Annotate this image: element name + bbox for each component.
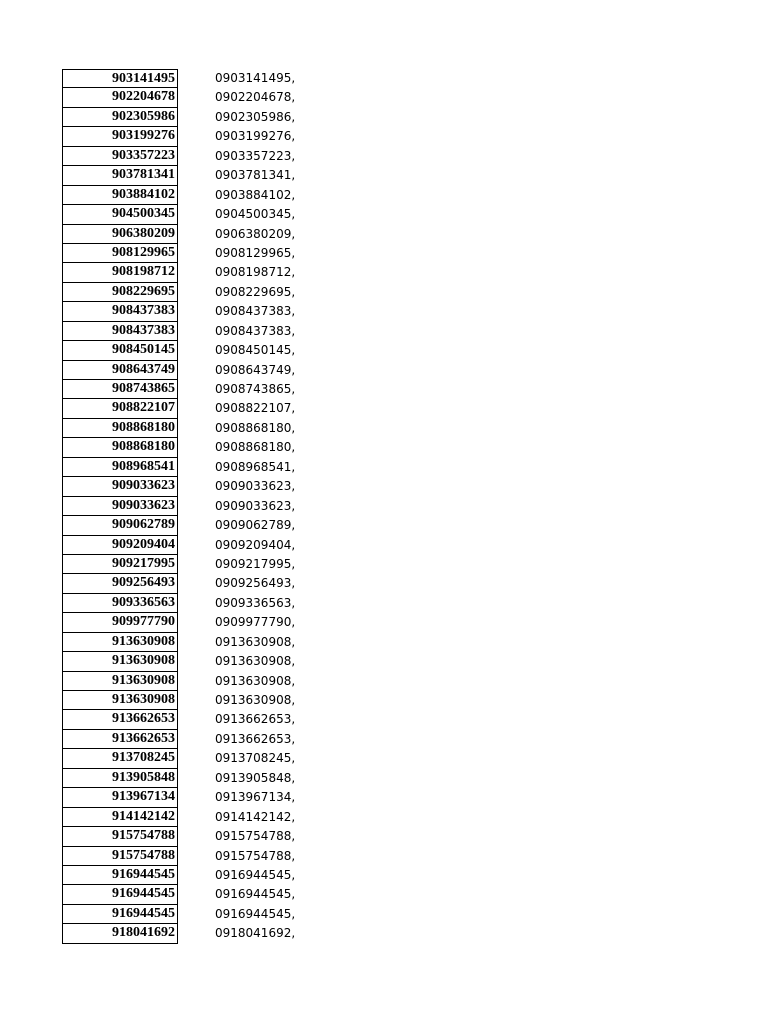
table-row — [62, 69, 415, 88]
number-cell[interactable]: 903884102 — [62, 186, 178, 205]
formatted-number-cell[interactable]: 0908437383, — [215, 323, 296, 338]
number-cell[interactable]: 909217995 — [62, 555, 178, 574]
number-cell[interactable]: 903781341 — [62, 166, 178, 185]
table-row — [62, 691, 415, 710]
formatted-number-cell[interactable]: 0906380209, — [215, 226, 296, 241]
number-cell[interactable]: 908968541 — [62, 458, 178, 477]
number-cell[interactable]: 909256493 — [62, 574, 178, 593]
formatted-number-cell[interactable]: 0903781341, — [215, 168, 296, 183]
number-cell[interactable]: 915754788 — [62, 847, 178, 866]
formatted-number-cell[interactable]: 0908198712, — [215, 265, 296, 280]
table-row — [62, 885, 415, 904]
number-cell[interactable]: 913662653 — [62, 710, 178, 729]
formatted-number-cell[interactable]: 0903199276, — [215, 129, 296, 144]
table-row — [62, 147, 415, 166]
table-row — [62, 827, 415, 846]
table-row — [62, 924, 415, 943]
formatted-number-cell[interactable]: 0909977790, — [215, 615, 296, 630]
formatted-number-cell[interactable]: 0909209404, — [215, 537, 296, 552]
formatted-number-cell[interactable]: 0915754788, — [215, 829, 296, 844]
formatted-number-cell[interactable]: 0908450145, — [215, 343, 296, 358]
formatted-number-cell[interactable]: 0903884102, — [215, 187, 296, 202]
table-row — [62, 905, 415, 924]
number-cell[interactable]: 909209404 — [62, 536, 178, 555]
formatted-number-cell[interactable]: 0916944545, — [215, 867, 296, 882]
formatted-number-cell[interactable]: 0913630908, — [215, 634, 296, 649]
number-cell[interactable]: 908129965 — [62, 244, 178, 263]
number-cell[interactable]: 918041692 — [62, 924, 178, 943]
formatted-number-cell[interactable]: 0915754788, — [215, 848, 296, 863]
number-cell[interactable]: 916944545 — [62, 905, 178, 924]
formatted-number-cell[interactable]: 0908437383, — [215, 304, 296, 319]
formatted-number-cell[interactable]: 0909033623, — [215, 498, 296, 513]
table-row — [62, 322, 415, 341]
table-row — [62, 205, 415, 224]
table-row — [62, 652, 415, 671]
formatted-number-cell[interactable]: 0909033623, — [215, 479, 296, 494]
formatted-number-cell[interactable]: 0909217995, — [215, 556, 296, 571]
number-cell[interactable]: 908450145 — [62, 341, 178, 360]
number-cell[interactable]: 915754788 — [62, 827, 178, 846]
number-cell[interactable]: 909977790 — [62, 613, 178, 632]
number-cell[interactable]: 908437383 — [62, 322, 178, 341]
table-row — [62, 749, 415, 768]
table-row — [62, 710, 415, 729]
table-row — [62, 127, 415, 146]
formatted-number-cell[interactable]: 0913630908, — [215, 693, 296, 707]
formatted-number-cell[interactable]: 0908229695, — [215, 284, 296, 299]
number-cell[interactable]: 909033623 — [62, 477, 178, 496]
formatted-number-cell[interactable]: 0908822107, — [215, 401, 296, 416]
table-row — [62, 555, 415, 574]
table-row — [62, 341, 415, 360]
formatted-number-cell[interactable]: 0908868180, — [215, 440, 296, 455]
number-cell[interactable]: 908868180 — [62, 419, 178, 438]
number-cell[interactable]: 908198712 — [62, 263, 178, 282]
formatted-number-cell[interactable]: 0916944545, — [215, 887, 296, 902]
number-cell[interactable]: 908743865 — [62, 380, 178, 399]
table-row — [62, 88, 415, 107]
formatted-number-cell[interactable]: 0913630908, — [215, 654, 296, 669]
table-row — [62, 769, 415, 788]
number-cell[interactable]: 902204678 — [62, 88, 178, 107]
number-cell[interactable]: 908229695 — [62, 283, 178, 302]
table-row — [62, 594, 415, 613]
number-cell[interactable]: 916944545 — [62, 885, 178, 904]
formatted-number-cell[interactable]: 0908643749, — [215, 362, 296, 377]
number-cell[interactable]: 914142142 — [62, 808, 178, 827]
table-row — [62, 438, 415, 457]
table-row — [62, 788, 415, 807]
formatted-number-cell[interactable]: 0913708245, — [215, 751, 296, 766]
formatted-number-cell[interactable]: 0909336563, — [215, 595, 296, 610]
number-cell[interactable]: 902305986 — [62, 108, 178, 127]
formatted-number-cell[interactable]: 0908868180, — [215, 420, 296, 435]
number-cell[interactable]: 913662653 — [62, 730, 178, 749]
number-cell[interactable]: 913630908 — [62, 691, 178, 710]
spreadsheet-table — [62, 69, 415, 944]
formatted-number-cell[interactable]: 0909062789, — [215, 518, 296, 533]
table-row — [62, 166, 415, 185]
table-row — [62, 361, 415, 380]
number-cell[interactable]: 916944545 — [62, 866, 178, 885]
formatted-number-cell[interactable]: 0913967134, — [215, 790, 296, 805]
formatted-number-cell[interactable]: 0913630908, — [215, 673, 296, 688]
table-row — [62, 477, 415, 496]
table-row — [62, 866, 415, 885]
table-row — [62, 613, 415, 632]
number-cell[interactable]: 913967134 — [62, 788, 178, 807]
formatted-number-cell[interactable]: 0916944545, — [215, 906, 296, 921]
number-cell[interactable]: 909336563 — [62, 594, 178, 613]
number-cell[interactable]: 913905848 — [62, 769, 178, 788]
table-row — [62, 283, 415, 302]
formatted-number-cell[interactable]: 0909256493, — [215, 576, 296, 591]
number-cell[interactable]: 913708245 — [62, 749, 178, 768]
formatted-number-cell[interactable]: 0913662653, — [215, 731, 296, 746]
formatted-number-cell[interactable]: 0904500345, — [215, 207, 296, 222]
table-row — [62, 633, 415, 652]
number-cell[interactable]: 909033623 — [62, 497, 178, 516]
table-row — [62, 244, 415, 263]
table-row — [62, 419, 415, 438]
formatted-number-cell[interactable]: 0903141495, — [215, 71, 296, 85]
formatted-number-cell[interactable]: 0902204678, — [215, 90, 296, 105]
number-cell[interactable]: 909062789 — [62, 516, 178, 535]
formatted-number-cell[interactable]: 0903357223, — [215, 148, 296, 163]
formatted-number-cell[interactable]: 0908743865, — [215, 382, 296, 396]
table-row — [62, 225, 415, 244]
table-row — [62, 574, 415, 593]
table-row — [62, 497, 415, 516]
table-row — [62, 730, 415, 749]
number-cell[interactable]: 908643749 — [62, 361, 178, 380]
table-row — [62, 399, 415, 418]
table-row — [62, 380, 415, 399]
table-row — [62, 672, 415, 691]
table-row — [62, 847, 415, 866]
formatted-number-cell[interactable]: 0902305986, — [215, 109, 296, 124]
number-cell[interactable]: 913630908 — [62, 633, 178, 652]
number-cell[interactable]: 903141495 — [62, 69, 178, 88]
formatted-number-cell[interactable]: 0914142142, — [215, 809, 296, 824]
formatted-number-cell[interactable]: 0908129965, — [215, 245, 296, 260]
number-cell[interactable]: 904500345 — [62, 205, 178, 224]
table-row — [62, 808, 415, 827]
number-cell[interactable]: 908868180 — [62, 438, 178, 457]
number-cell[interactable]: 908437383 — [62, 302, 178, 321]
table-row — [62, 263, 415, 282]
number-cell[interactable]: 913630908 — [62, 652, 178, 671]
number-cell[interactable]: 913630908 — [62, 672, 178, 691]
table-row — [62, 108, 415, 127]
table-row — [62, 458, 415, 477]
table-row — [62, 186, 415, 205]
formatted-number-cell[interactable]: 0908968541, — [215, 459, 296, 474]
table-row — [62, 536, 415, 555]
table-row — [62, 516, 415, 535]
number-cell[interactable]: 908822107 — [62, 399, 178, 418]
formatted-number-cell[interactable]: 0913662653, — [215, 712, 296, 727]
number-cell[interactable]: 903357223 — [62, 147, 178, 166]
formatted-number-cell[interactable]: 0913905848, — [215, 770, 296, 785]
table-row — [62, 302, 415, 321]
formatted-number-cell[interactable]: 0918041692, — [215, 926, 296, 941]
number-cell[interactable]: 903199276 — [62, 127, 178, 146]
number-cell[interactable]: 906380209 — [62, 225, 178, 244]
